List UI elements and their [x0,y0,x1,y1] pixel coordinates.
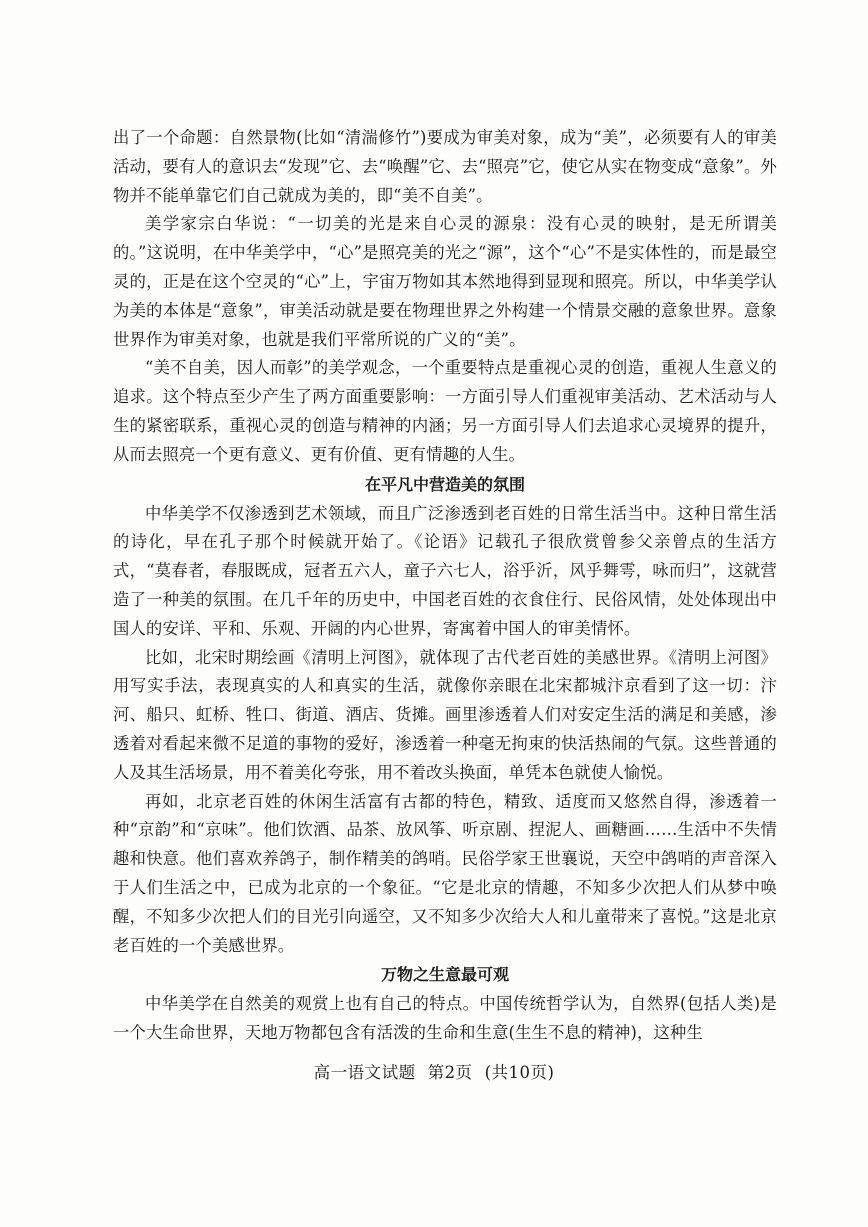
article-body [113,124,777,1048]
paragraph: 再如，北京老百姓的休闲生活富有古都的特色，精致、适度而又悠然自得，渗透着一种“京韵”和“京味”。他们饮酒、品茶、放风筝、听京剧、捏泥人、画糖画……生活中不失情趣和快意。他们喜欢养鸽子，制作精美的鸽哨。民俗学家王世襄说，天空中鸽哨的声音深入于人们生活之中，已成为北京的一个象征。“它是北京的情趣，不知多少次把人们从梦中唤醒，不知多少次把人们的目光引向遥空，又不知多少次给大人和儿童带来了喜悦。”这是北京老百姓的一个美感世界。 [113,791,777,955]
paragraph: 美学家宗白华说：“一切美的光是来自心灵的源泉：没有心灵的映射，是无所谓美的。”这说明，在中华美学中，“心”是照亮美的光之“源”，这个“心”不是实体性的，而是最空灵的，正是在这个空灵的“心”上，宇宙万物如其本然地得到显现和照亮。所以，中华美学认为美的本体是“意象”，审美活动就是要在物理世界之外构建一个情景交融的意象世界。意象世界作为审美对象，也就是我们平常所说的广义的“美”。 [113,214,777,349]
paragraph: 比如，北宋时期绘画《清明上河图》，就体现了古代老百姓的美感世界。《清明上河图》用写实手法，表现真实的人和真实的生活，就像你亲眼在北宋都城汴京看到了这一切：汴河、船只、虹桥、牲口、街道、酒店、货摊。画里渗透着人们对安定生活的满足和美感，渗透着对看起来微不足道的事物的爱好，渗透着一种毫无拘束的快活热闹的气氛。这些普通的人及其生活场景，用不着美化夸张，用不着改头换面，单凭本色就使人愉悦。 [113,647,777,782]
footer-title: 高一语文试题 [313,1063,416,1082]
paragraph: 中华美学不仅渗透到艺术领域，而且广泛渗透到老百姓的日常生活当中。这种日常生活的诗化，早在孔子那个时候就开始了。《论语》记载孔子很欣赏曾参父亲曾点的生活方式，“莫春者，春服既成，冠者五六人，童子六七人，浴乎沂，风乎舞雩，咏而归”，这就营造了一种美的氛围。在几千年的历史中，中国老百姓的衣食住行、民俗风情，处处体现出中国人的安详、平和、乐观、开阔的内心世界，寄寓着中国人的审美情怀。 [113,503,777,638]
paragraph: 中华美学在自然美的观赏上也有自己的特点。中国传统哲学认为，自然界(包括人类)是一个大生命世界，天地万物都包含有活泼的生命和生意(生生不息的精神)，这种生 [113,994,777,1043]
footer-page-number: 第2页 [427,1063,473,1082]
section-heading: 万物之生意最可观 [380,965,509,985]
page-footer [0,1059,868,1083]
paragraph-continuation: 出了一个命题：自然景物(比如“清湍修竹”)要成为审美对象，成为“美”，必须要有人的审美活动，要有人的意识去“发现”它、去“唤醒”它、去“照亮”它，使它从实在物变成“意象”。外物并不能单靠它们自己就成为美的，即“美不自美”。 [113,128,777,205]
footer-total-pages: (共10页) [484,1063,555,1082]
paragraph: “美不自美，因人而彰”的美学观念，一个重要特点是重视心灵的创造，重视人生意义的追求。这个特点至少产生了两方面重要影响：一方面引导人们重视审美活动、艺术活动与人生的紧密联系，重视心灵的创造与精神的内涵；另一方面引导人们去追求心灵境界的提升，从而去照亮一个更有意义、更有价值、更有情趣的人生。 [113,358,777,464]
section-heading: 在平凡中营造美的氛围 [364,474,525,494]
